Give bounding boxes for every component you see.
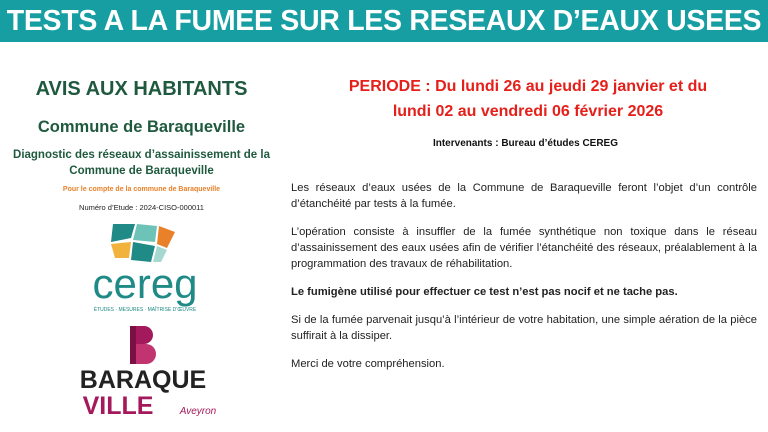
on-behalf-text: Pour le compte de la commune de Baraqueville (62, 186, 221, 193)
contractors-line: Intervenants : Bureau d’études CEREG (432, 138, 619, 149)
ville-text: VILLE (82, 392, 154, 420)
commune-name: Commune de Baraqueville (37, 118, 246, 136)
period-line-1: PERIODE : Du lundi 26 au jeudi 29 janvier et du (348, 78, 708, 95)
cereg-emblem-icon (111, 224, 175, 262)
left-panel (0, 42, 283, 432)
aveyron-text: Aveyron (179, 406, 217, 417)
cereg-tagline: ÉTUDES · MESURES · MAÎTRISE D’ŒUVRE (93, 307, 197, 313)
notice-heading: AVIS AUX HABITANTS (35, 78, 248, 100)
baraqueville-emblem-icon (130, 326, 156, 364)
study-number: Numéro d’Etude : 2024-CISO-000011 (79, 203, 204, 212)
paragraph-4: Si de la fumée parvenait jusqu’à l’intérieur de votre habitation, une simple aération de la pièce suffirait à la dissiper. (291, 314, 757, 342)
cereg-wordmark: cereg (92, 260, 198, 307)
paragraph-2: L’opération consiste à insuffler de la fumée synthétique non toxique dans le réseau d’assainissement des eaux usées afin de vérifier l’étanchéité des réseaux, préalablement à la programmation des travaux de réhabilitation. (291, 226, 757, 270)
paragraph-5: Merci de votre compréhension. (291, 358, 445, 370)
period-line-2: lundi 02 au vendredi 06 février 2026 (392, 103, 664, 120)
page-banner: TESTS A LA FUMEE SUR LES RESEAUX D’EAUX USEES (0, 0, 768, 42)
period-title (293, 74, 763, 124)
cereg-logo (75, 222, 215, 314)
paragraph-3: Le fumigène utilisé pour effectuer ce test n’est pas nocif et ne tache pas. (291, 286, 678, 298)
diagnostic-title: Diagnostic des réseaux d’assainissement de la Commune de Baraqueville (13, 149, 270, 177)
right-panel (283, 42, 768, 432)
notice-body (291, 180, 757, 384)
baraque-text: BARAQUE (79, 366, 207, 394)
paragraph-1: Les réseaux d’eaux usées de la Commune de Baraqueville feront l’objet d’un contrôle d’étanchéité par tests à la fumée. (291, 182, 757, 210)
baraqueville-logo (68, 322, 218, 422)
